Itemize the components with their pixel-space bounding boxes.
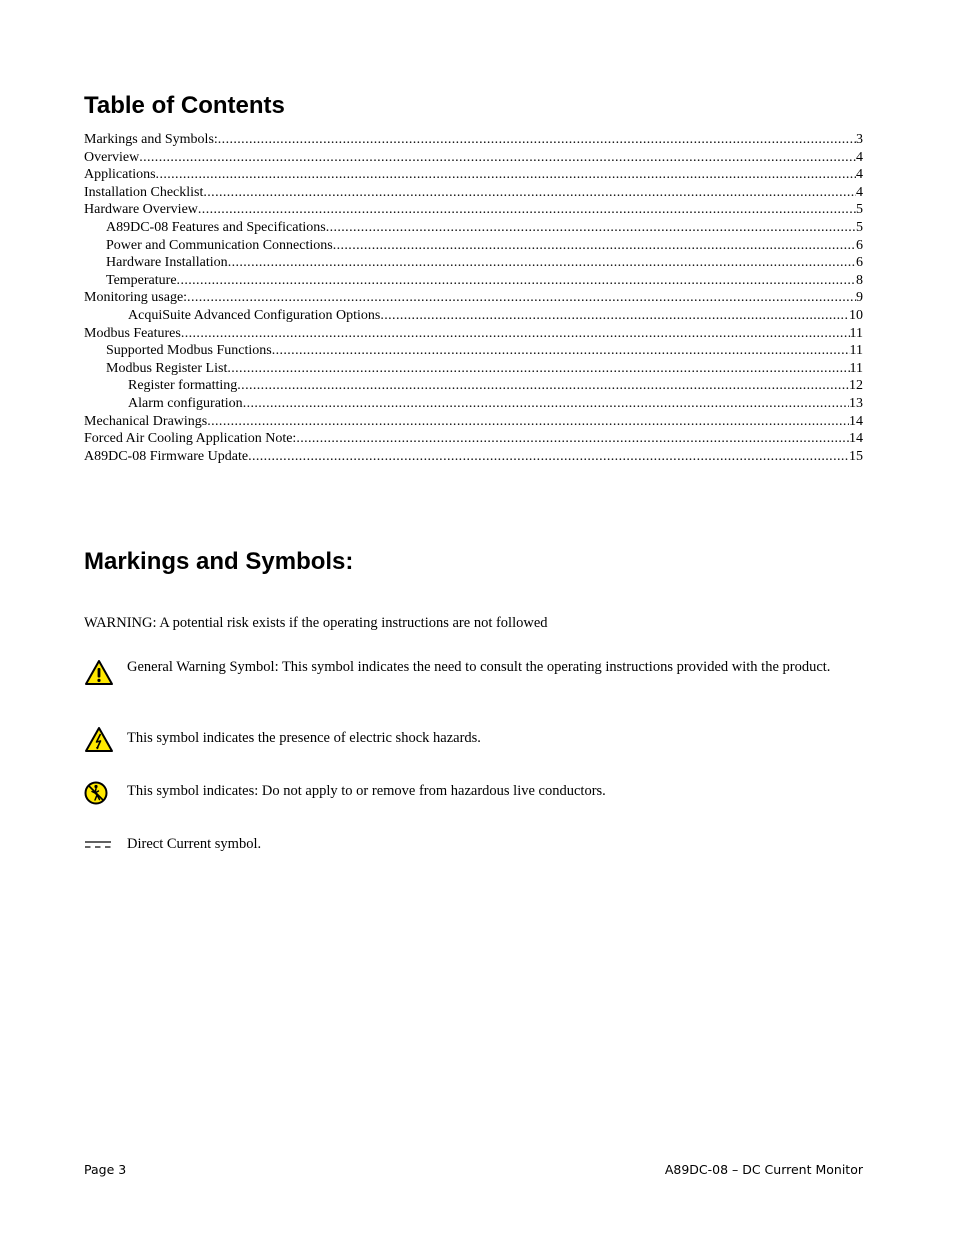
symbol-description: Direct Current symbol. [127, 836, 262, 852]
toc-leader [139, 149, 856, 167]
toc-leader [333, 237, 856, 255]
toc-entry-text[interactable]: Temperature [106, 272, 177, 288]
toc-entry[interactable] [84, 184, 863, 202]
toc-page-number[interactable]: 10 [849, 307, 863, 323]
toc-leader [187, 289, 856, 307]
toc-entry[interactable] [84, 254, 863, 272]
toc-entry[interactable] [84, 395, 863, 413]
warning-statement: WARNING: A potential risk exists if the operating instructions are not followed [84, 615, 548, 631]
toc-leader [156, 166, 856, 184]
toc-entry[interactable] [84, 430, 863, 448]
toc-leader [380, 307, 849, 325]
toc-entry[interactable] [84, 413, 863, 431]
general-warning-icon [84, 658, 114, 688]
toc-entry-text[interactable]: A89DC-08 Firmware Update [84, 448, 249, 464]
toc-page-number[interactable]: 14 [849, 431, 863, 447]
toc-entry-text[interactable]: A89DC-08 Features and Specifications [106, 219, 326, 235]
toc-entry-text[interactable]: Modbus Register List [106, 360, 228, 376]
toc-page-number[interactable]: 13 [849, 395, 863, 411]
toc-entry[interactable] [84, 377, 863, 395]
toc-title: Table of Contents [84, 92, 285, 119]
toc-page-number[interactable]: 4 [856, 149, 863, 165]
symbol-description: This symbol indicates the presence of electric shock hazards. [127, 730, 481, 746]
toc-entry[interactable] [84, 219, 863, 237]
table-of-contents [84, 131, 863, 465]
symbol-description: This symbol indicates: Do not apply to or remove from hazardous live conductors. [127, 783, 606, 799]
toc-entry-text[interactable]: Modbus Features [84, 325, 181, 341]
toc-entry-text[interactable]: Overview [84, 149, 140, 165]
toc-page-number[interactable]: 4 [856, 167, 863, 183]
toc-entry[interactable] [84, 289, 863, 307]
toc-entry-text[interactable]: Applications [84, 167, 156, 183]
toc-page-number[interactable]: 5 [856, 219, 863, 235]
symbol-description: General Warning Symbol: This symbol indicates the need to consult the operating instructions provided with the product. [127, 659, 831, 675]
toc-entry-text[interactable]: Mechanical Drawings [84, 413, 208, 429]
toc-entry[interactable] [84, 325, 863, 343]
toc-entry[interactable] [84, 166, 863, 184]
toc-leader [207, 413, 849, 431]
toc-leader [296, 430, 849, 448]
toc-page-number[interactable]: 11 [849, 343, 863, 359]
toc-leader [227, 360, 849, 378]
toc-page-number[interactable]: 9 [856, 290, 863, 306]
toc-page-number[interactable]: 6 [856, 237, 863, 253]
toc-leader [177, 272, 856, 290]
toc-entry-text[interactable]: Installation Checklist [84, 184, 204, 200]
toc-entry-text[interactable]: Alarm configuration [128, 395, 243, 411]
toc-entry[interactable] [84, 307, 863, 325]
toc-page-number[interactable]: 3 [856, 132, 863, 147]
toc-entry[interactable] [84, 448, 863, 466]
toc-entry-text[interactable]: Hardware Installation [106, 255, 228, 271]
toc-entry[interactable] [84, 201, 863, 219]
toc-page-number[interactable]: 11 [849, 325, 863, 341]
toc-leader [218, 131, 856, 149]
toc-entry-text[interactable]: Forced Air Cooling Application Note: [84, 431, 297, 447]
toc-entry-text[interactable]: Monitoring usage: [84, 290, 188, 306]
toc-page-number[interactable]: 6 [856, 255, 863, 271]
toc-page-number[interactable]: 4 [856, 184, 863, 200]
toc-page-number[interactable]: 11 [849, 360, 863, 376]
toc-page-number[interactable]: 12 [849, 378, 863, 394]
direct-current-icon [84, 838, 114, 868]
toc-leader [228, 254, 856, 272]
toc-entry-text[interactable]: Supported Modbus Functions [106, 343, 272, 359]
toc-page-number[interactable]: 8 [856, 272, 863, 288]
toc-entry[interactable] [84, 272, 863, 290]
toc-entry[interactable] [84, 360, 863, 378]
toc-entry-text[interactable]: Markings and Symbols: [84, 132, 218, 147]
toc-entry[interactable] [84, 342, 863, 360]
toc-leader [243, 395, 849, 413]
footer-page-number: Page 3 [84, 1162, 127, 1177]
toc-page-number[interactable]: 15 [849, 448, 863, 464]
electric-shock-icon [84, 725, 114, 755]
toc-leader [326, 219, 856, 237]
toc-leader [237, 377, 849, 395]
toc-entry[interactable] [84, 237, 863, 255]
toc-leader [248, 448, 849, 466]
toc-entry[interactable] [84, 149, 863, 167]
toc-leader [198, 201, 856, 219]
toc-entry-text[interactable]: Register formatting [128, 378, 238, 394]
section-title: Markings and Symbols: [84, 548, 354, 575]
toc-leader [181, 325, 850, 343]
no-live-conductor-icon [84, 779, 114, 809]
toc-entry-text[interactable]: AcquiSuite Advanced Configuration Options [128, 307, 381, 323]
footer-document-title: A89DC-08 – DC Current Monitor [664, 1162, 863, 1177]
toc-entry[interactable] [84, 131, 863, 149]
toc-leader [203, 184, 856, 202]
toc-entry-text[interactable]: Power and Communication Connections [106, 237, 333, 253]
toc-entry-text[interactable]: Hardware Overview [84, 202, 198, 218]
toc-page-number[interactable]: 5 [856, 202, 863, 218]
toc-leader [272, 342, 850, 360]
toc-page-number[interactable]: 14 [849, 413, 863, 429]
